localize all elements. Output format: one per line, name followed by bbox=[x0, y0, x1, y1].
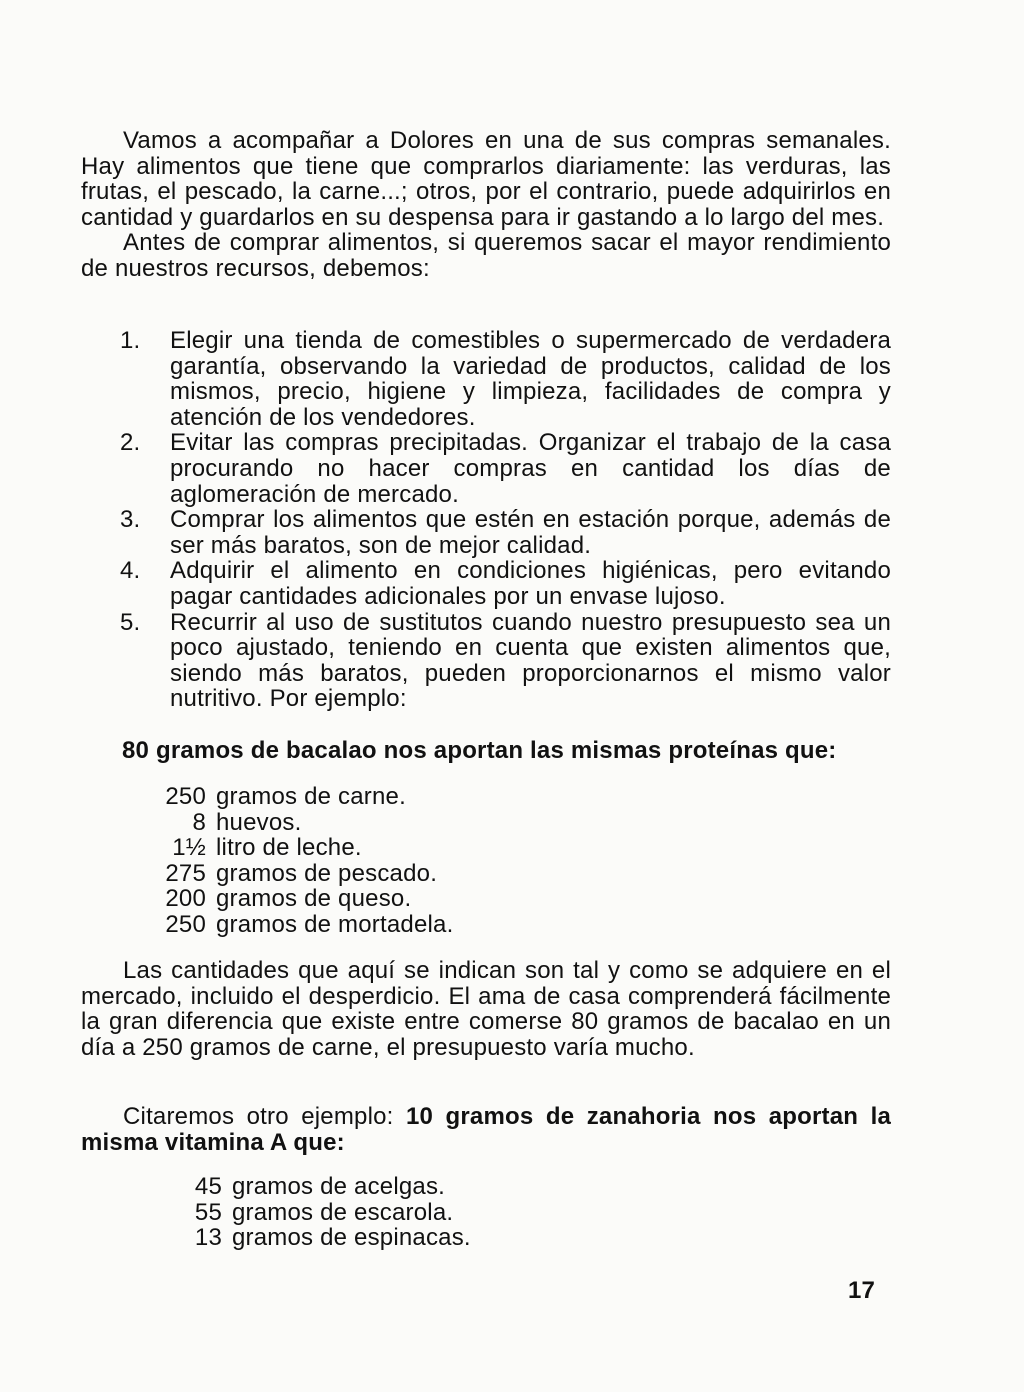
list-item bbox=[120, 610, 891, 712]
list-text: Evitar las compras precipitadas. Organizar el trabajo de la casa procurando no hacer compras en cantidad los días de aglomeración de mercado. bbox=[170, 429, 891, 508]
list-number: 5. bbox=[120, 608, 141, 636]
list-number: 4. bbox=[120, 557, 141, 585]
quantity: 13 bbox=[194, 1224, 222, 1252]
quantity: 250 bbox=[165, 783, 206, 810]
food-description: gramos de espinacas. bbox=[232, 1224, 471, 1252]
list-item bbox=[120, 558, 891, 609]
protein-heading: 80 gramos de bacalao nos aportan las mismas proteínas que: bbox=[122, 737, 837, 764]
list-text: Adquirir el alimento en condiciones higiénicas, pero evitando pagar cantidades adicionales por un envase lujoso. bbox=[170, 557, 891, 610]
food-description: gramos de pescado. bbox=[216, 859, 438, 887]
vitamin-section bbox=[81, 1104, 891, 1155]
food-description: gramos de mortadela. bbox=[216, 910, 454, 938]
list-item bbox=[120, 430, 891, 507]
quantity: 45 bbox=[194, 1173, 222, 1200]
vitamin-paragraph bbox=[81, 1104, 891, 1155]
list-text: Elegir una tienda de comestibles o supermercado de verdadera garantía, observando la variedad de productos, calidad de los mismos, precio, higiene y limpieza, facilidades de compra y atención de los vendedores. bbox=[170, 327, 891, 431]
note-section bbox=[81, 958, 891, 1060]
note-paragraph: Las cantidades que aquí se indican son tal y como se adquiere en el mercado, incluido el desperdicio. El ama de casa comprenderá fácilmente la gran diferencia que existe entre comerse 80 gramos de bacalao en un día a 250 gramos de carne, el presupuesto varía mucho. bbox=[81, 957, 891, 1061]
list-number: 2. bbox=[120, 429, 141, 457]
quantity: 250 bbox=[165, 910, 206, 938]
vitamin-lead: Citaremos otro ejemplo: bbox=[123, 1103, 406, 1130]
intro-paragraph-1: Vamos a acompañar a Dolores en una de sus compras semanales. Hay alimentos que tiene que comprarlos diariamente: las verduras, las frutas, el pescado, la carne...; otros, por el contrario, puede adquirirlos en cantidad y guardarlos en su despensa para ir gastando a lo largo del mes. bbox=[81, 127, 891, 231]
list-text: Comprar los alimentos que estén en estación porque, además de ser más baratos, son de mejor calidad. bbox=[170, 506, 891, 559]
food-description: gramos de carne. bbox=[216, 783, 406, 810]
food-description: litro de leche. bbox=[216, 834, 362, 862]
intro-section bbox=[81, 128, 891, 282]
list-item bbox=[120, 328, 891, 430]
quantity: 1½ bbox=[172, 834, 206, 862]
quantity: 8 bbox=[192, 808, 206, 836]
quantity: 275 bbox=[165, 859, 206, 887]
list-text: Recurrir al uso de sustitutos cuando nuestro presupuesto sea un poco ajustado, teniendo en cuenta que existen alimentos que, siendo más baratos, pueden proporcionarnos el mismo valor nutritivo. Por ejemplo: bbox=[170, 608, 891, 713]
intro-paragraph-2: Antes de comprar alimentos, si queremos sacar el mayor rendimiento de nuestros recursos, debemos: bbox=[81, 229, 891, 282]
food-description: huevos. bbox=[216, 808, 302, 836]
vitamin-heading: 10 gramos de zanahoria nos aportan la misma vitamina A que: bbox=[81, 1103, 892, 1156]
food-description: gramos de escarola. bbox=[232, 1198, 454, 1226]
shopping-tips-list bbox=[120, 328, 891, 712]
food-description: gramos de queso. bbox=[216, 885, 412, 913]
quantity: 55 bbox=[194, 1198, 222, 1226]
list-number: 3. bbox=[120, 506, 141, 534]
list-number: 1. bbox=[120, 327, 141, 354]
list-item bbox=[120, 507, 891, 558]
page-number: 17 bbox=[848, 1277, 876, 1304]
quantity: 200 bbox=[165, 885, 206, 913]
food-description: gramos de acelgas. bbox=[232, 1173, 446, 1200]
